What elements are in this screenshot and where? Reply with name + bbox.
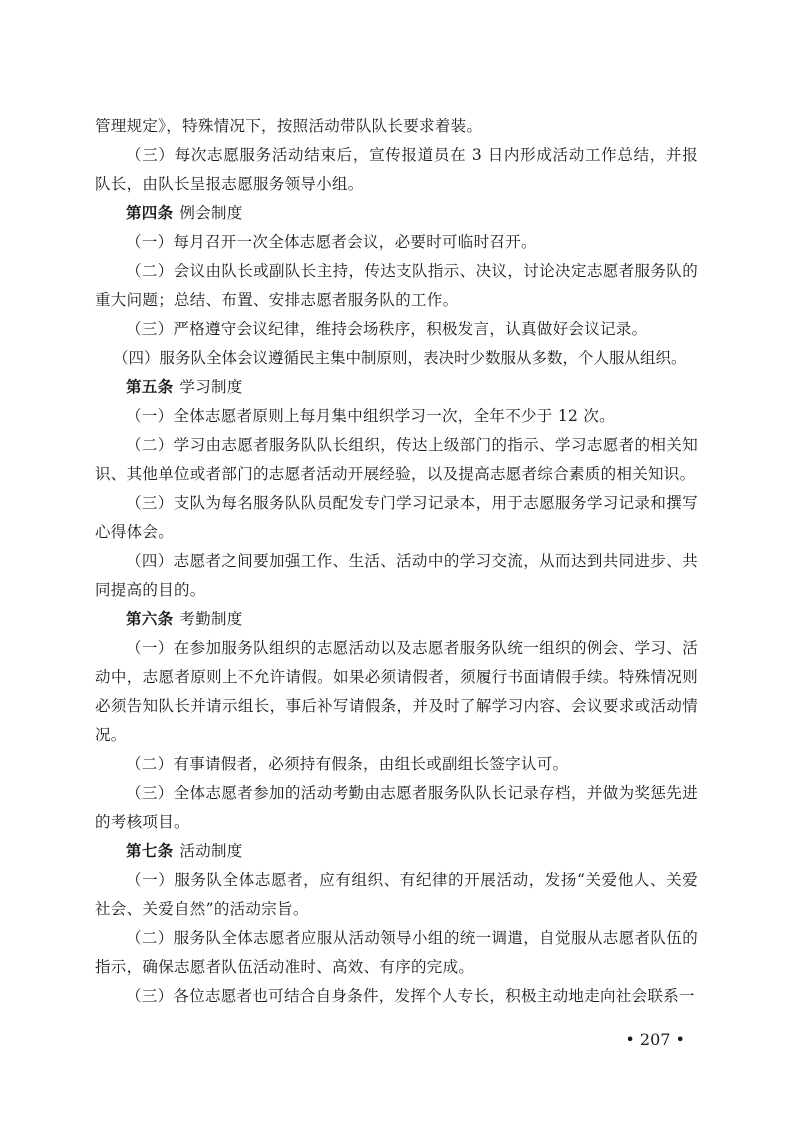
paragraph: （一）每月召开一次全体志愿者会议，必要时可临时召开。 [126, 233, 537, 251]
section-heading-number: 第五条 [126, 378, 174, 396]
paragraph: （一）全体志愿者原则上每月集中组织学习一次，全年不少于 12 次。 [126, 407, 615, 425]
paragraph: 管理规定》，特殊情况下，按照活动带队队长要求着装。 [95, 117, 483, 135]
paragraph: （二）服务队全体志愿者应服从活动领导小组的统一调遣，自觉服从志愿者队伍的指示，确保志愿者队伍活动准时、高效、有序的完成。 [95, 929, 698, 976]
section-heading [95, 837, 698, 866]
paragraph: （三）全体志愿者参加的活动考勤由志愿者服务队队长记录存档，并做为奖惩先进的考核项目。 [95, 784, 698, 831]
section-heading-text: 考勤制度 [179, 610, 243, 628]
paragraph: （三）支队为每名服务队队员配发专门学习记录本，用于志愿服务学习记录和撰写心得体会。 [95, 494, 698, 541]
paragraph: （四）服务队全体会议遵循民主集中制原则，表决时少数服从多数，个人服从组织。 [113, 349, 687, 367]
section-heading-number: 第六条 [126, 610, 174, 628]
document-body [95, 112, 698, 1011]
section-heading-text: 活动制度 [179, 842, 243, 860]
paragraph: （一）在参加服务队组织的志愿活动以及志愿者服务队统一组织的例会、学习、活动中，志愿者原则上不允许请假。如果必须请假者，须履行书面请假手续。特殊情况则必须告知队长并请示组长，事后补写请假条，并及时了解学习内容、会议要求或活动情况。 [95, 639, 698, 744]
section-heading-number: 第七条 [126, 842, 174, 860]
paragraph: （三）严格遵守会议纪律，维持会场秩序，积极发言，认真做好会议记录。 [126, 320, 648, 338]
paragraph: （三）每次志愿服务活动结束后，宣传报道员在 3 日内形成活动工作总结，并报队长，由队长呈报志愿服务领导小组。 [95, 146, 698, 193]
section-heading [95, 199, 698, 228]
page-number: • 207 • [625, 1030, 685, 1049]
paragraph: （三）各位志愿者也可结合自身条件，发挥个人专长，积极主动地走向社会联系一 [126, 987, 695, 1005]
paragraph: （二）学习由志愿者服务队队长组织，传达上级部门的指示、学习志愿者的相关知识、其他单位或者部门的志愿者活动开展经验，以及提高志愿者综合素质的相关知识。 [95, 436, 698, 483]
paragraph: （二）会议由队长或副队长主持，传达支队指示、决议，讨论决定志愿者服务队的重大问题；总结、布置、安排志愿者服务队的工作。 [95, 262, 698, 309]
section-heading-text: 学习制度 [179, 378, 243, 396]
paragraph: （一）服务队全体志愿者，应有组织、有纪律的开展活动，发扬“关爱他人、关爱社会、关爱自然”的活动宗旨。 [95, 871, 698, 918]
paragraph: （二）有事请假者，必须持有假条，由组长或副组长签字认可。 [126, 755, 569, 773]
section-heading [95, 605, 698, 634]
section-heading-number: 第四条 [126, 204, 174, 222]
paragraph: （四）志愿者之间要加强工作、生活、活动中的学习交流，从而达到共同进步、共同提高的目的。 [95, 552, 698, 599]
section-heading [95, 373, 698, 402]
section-heading-text: 例会制度 [179, 204, 243, 222]
